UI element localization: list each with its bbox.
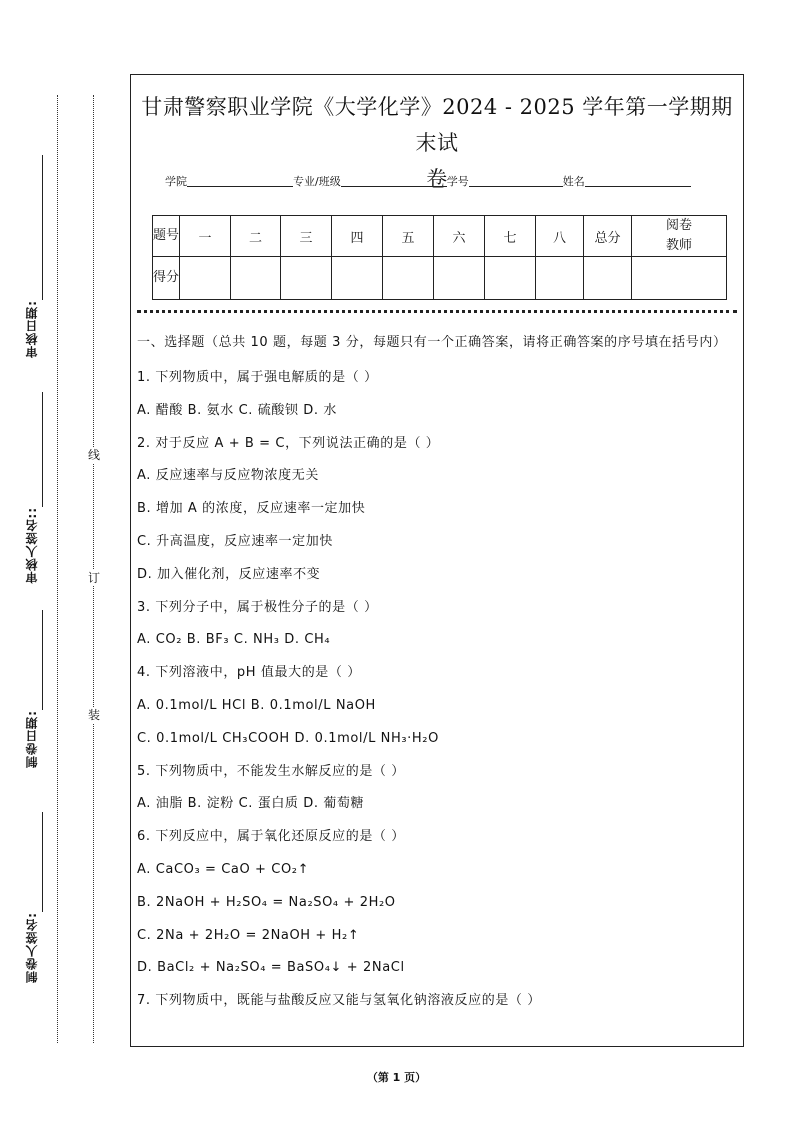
reviewed-date-line xyxy=(42,155,43,300)
exam-title-line2: 卷 xyxy=(426,167,448,191)
option-line: C. 升高温度，反应速率一定加快 xyxy=(137,533,333,549)
student-id-field[interactable] xyxy=(469,174,563,187)
score-col-7: 七 xyxy=(485,216,536,257)
question-line: 1. 下列物质中，属于强电解质的是（ ） xyxy=(137,370,378,385)
question-line: 6. 下列反应中，属于氧化还原反应的是（ ） xyxy=(137,829,405,845)
binding-char-bind: 装 xyxy=(87,708,100,722)
score-cell-grader[interactable] xyxy=(632,257,727,300)
question-line: 5. 下列物质中，不能发生水解反应的是（ ） xyxy=(137,763,405,779)
score-col-4: 四 xyxy=(332,216,383,257)
student-id-label: 学号 xyxy=(446,175,469,188)
score-cell-total[interactable] xyxy=(584,257,632,300)
section-1-title: 一、选择题（总共 10 题，每题 3 分，每题只有一个正确答案，请将正确答案的序号填在括号内） xyxy=(137,335,727,350)
score-table-header-row xyxy=(153,216,727,257)
binding-char-staple: 订 xyxy=(87,571,100,585)
exam-title-line1: 甘肃警察职业学院《大学化学》2024 - 2025 学年第一学期期末试 xyxy=(141,95,733,155)
binding-margin xyxy=(0,0,125,1122)
score-cell[interactable] xyxy=(332,257,383,300)
question-line: 7. 下列物质中，既能与盐酸反应又能与氢氧化钠溶液反应的是（ ） xyxy=(137,993,541,1009)
major-class-field[interactable] xyxy=(341,174,447,187)
page-number: （第 1 页） xyxy=(366,1071,427,1084)
option-line: D. BaCl₂ + Na₂SO₄ = BaSO₄↓ + 2NaCl xyxy=(137,960,405,976)
section-1 xyxy=(137,332,737,1018)
score-col-6: 六 xyxy=(434,216,485,257)
college-field[interactable] xyxy=(187,174,293,187)
question-line: 3. 下列分子中，属于极性分子的是（ ） xyxy=(137,599,378,615)
maker-sign-label: 制卷人签名: xyxy=(22,912,42,983)
question-line: 4. 下列溶液中，pH 值最大的是（ ） xyxy=(137,665,361,681)
exam-frame xyxy=(130,74,744,1047)
score-cell[interactable] xyxy=(434,257,485,300)
score-table-score-row xyxy=(153,257,727,300)
score-cell[interactable] xyxy=(180,257,231,300)
score-col-1: 一 xyxy=(180,216,231,257)
option-line: B. 2NaOH + H₂SO₄ = Na₂SO₄ + 2H₂O xyxy=(137,894,396,910)
score-table-row2-head: 得分 xyxy=(153,257,180,300)
option-line: C. 2Na + 2H₂O = 2NaOH + H₂↑ xyxy=(137,927,360,943)
option-line: A. CO₂ B. BF₃ C. NH₃ D. CH₄ xyxy=(137,632,331,648)
reviewer-sign-line xyxy=(42,392,43,507)
option-line: D. 加入催化剂，反应速率不变 xyxy=(137,566,321,582)
score-col-grader: 阅卷教师 xyxy=(632,216,727,257)
major-class-label: 专业/班级 xyxy=(293,175,341,188)
name-label: 姓名 xyxy=(562,175,585,188)
college-label: 学院 xyxy=(165,175,187,188)
option-line: B. 增加 A 的浓度，反应速率一定加快 xyxy=(137,501,366,517)
reviewer-sign-label: 审核人签名:: xyxy=(22,507,42,584)
option-line: A. 0.1mol/L HCl B. 0.1mol/L NaOH xyxy=(137,697,376,713)
option-line: A. CaCO₃ = CaO + CO₂↑ xyxy=(137,861,310,877)
score-col-8: 八 xyxy=(536,216,584,257)
option-line: C. 0.1mol/L CH₃COOH D. 0.1mol/L NH₃·H₂O xyxy=(137,730,439,746)
separator-dotted-line xyxy=(137,310,737,313)
score-col-total: 总分 xyxy=(584,216,632,257)
score-cell[interactable] xyxy=(536,257,584,300)
option-line: A. 反应速率与反应物浓度无关 xyxy=(137,468,319,484)
maker-sign-line xyxy=(42,812,43,912)
option-line: A. 油脂 B. 淀粉 C. 蛋白质 D. 葡萄糖 xyxy=(137,796,365,812)
question-line: 2. 对于反应 A + B = C，下列说法正确的是（ ） xyxy=(137,435,440,451)
score-cell[interactable] xyxy=(383,257,434,300)
score-table-row1-head: 题号 xyxy=(153,216,180,257)
outer-dotted-line xyxy=(57,95,58,1043)
student-info-row xyxy=(165,173,725,189)
score-cell[interactable] xyxy=(281,257,332,300)
binding-char-line: 线 xyxy=(87,448,100,462)
reviewed-date-label: 审核日期: xyxy=(22,300,42,358)
score-table xyxy=(152,215,727,300)
score-col-5: 五 xyxy=(383,216,434,257)
made-date-label: 制卷日期: xyxy=(22,710,42,768)
score-col-3: 三 xyxy=(281,216,332,257)
made-date-line xyxy=(42,610,43,710)
score-cell[interactable] xyxy=(485,257,536,300)
inner-dotted-line xyxy=(93,95,94,1043)
option-line: A. 醋酸 B. 氨水 C. 硫酸钡 D. 水 xyxy=(137,402,337,418)
score-cell[interactable] xyxy=(231,257,281,300)
score-col-2: 二 xyxy=(231,216,281,257)
name-field[interactable] xyxy=(585,174,691,187)
